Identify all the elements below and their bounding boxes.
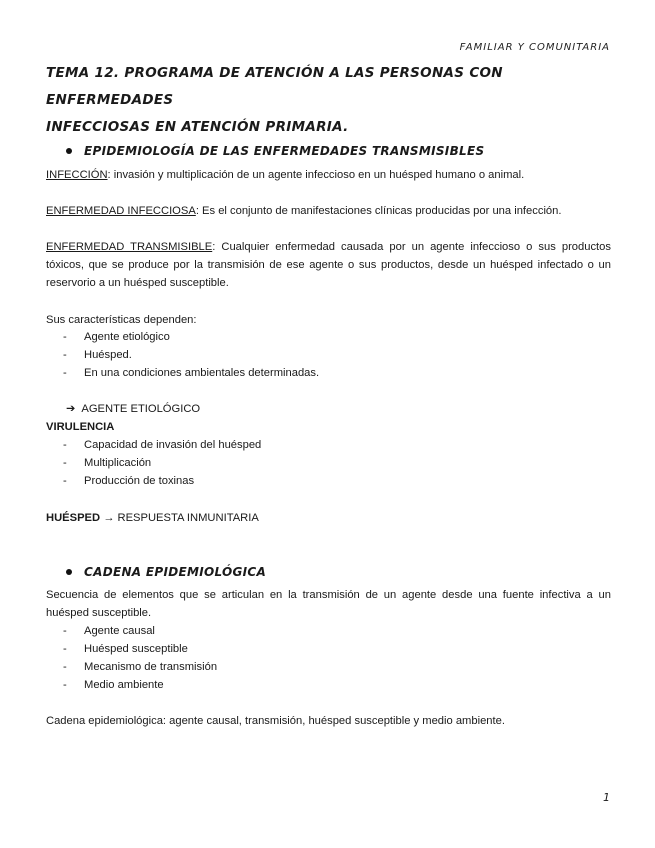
cadena-summary: Cadena epidemiológica: agente causal, transmisión, huésped susceptible y medio ambiente.	[46, 715, 505, 727]
caracteristicas-intro: Sus características dependen:	[46, 314, 197, 326]
arrow-right-icon: ➔	[66, 403, 76, 415]
list-item: - Huésped susceptible	[46, 640, 217, 658]
section-heading-text: CADENA EPIDEMIOLÓGICA	[84, 565, 267, 579]
running-header: FAMILIAR Y COMUNITARIA	[459, 42, 610, 53]
bullet-dot-icon	[66, 569, 72, 575]
huesped-text: RESPUESTA INMUNITARIA	[117, 512, 259, 524]
term-enfermedad-infecciosa: ENFERMEDAD INFECCIOSA	[46, 205, 196, 217]
dash-icon: -	[63, 457, 67, 469]
list-item: - Agente causal	[46, 622, 217, 640]
definition-text: : Cualquier enfermedad causada por un agente infeccioso o sus productos tóxicos, que se produce por la transmisión de ese agente o sus productos, desde un huésped infectado o un reservorio a un huésped susceptible.	[46, 241, 611, 289]
virulencia-label: VIRULENCIA	[46, 421, 115, 433]
definition-enfermedad-transmisible	[46, 238, 611, 292]
huesped-line	[46, 509, 611, 527]
cadena-intro: Secuencia de elementos que se articulan en la transmisión de un agente desde una fuente infectiva a un huésped susceptible.	[46, 589, 611, 619]
list-item: - Mecanismo de transmisión	[46, 658, 217, 676]
definition-enfermedad-infecciosa	[46, 202, 611, 220]
title-line-2: INFECCIOSAS EN ATENCIÓN PRIMARIA.	[46, 119, 349, 135]
list-item: - Agente etiológico	[46, 328, 319, 346]
dash-icon: -	[63, 349, 67, 361]
bullet-dot-icon	[66, 148, 72, 154]
dash-icon: -	[63, 679, 67, 691]
term-enfermedad-transmisible: ENFERMEDAD TRANSMISIBLE	[46, 241, 213, 253]
dash-icon: -	[63, 331, 67, 343]
list-item: - Producción de toxinas	[46, 472, 261, 490]
list-item: - Medio ambiente	[46, 676, 217, 694]
section-heading-epidemiologia	[66, 142, 484, 160]
section-heading-text: EPIDEMIOLOGÍA DE LAS ENFERMEDADES TRANSMISIBLES	[84, 144, 485, 158]
definition-infeccion	[46, 166, 611, 184]
dash-icon: -	[63, 367, 67, 379]
page-title	[46, 60, 611, 141]
section-heading-cadena	[66, 563, 266, 581]
huesped-label: HUÉSPED	[46, 512, 101, 524]
caracteristicas-list	[46, 328, 319, 382]
dash-icon: -	[63, 439, 67, 451]
definition-text: : invasión y multiplicación de un agente infeccioso en un huésped humano o animal.	[107, 169, 525, 181]
arrow-icon: →	[103, 512, 115, 524]
definition-text: : Es el conjunto de manifestaciones clínicas producidas por una infección.	[195, 205, 562, 217]
list-item: - En una condiciones ambientales determinadas.	[46, 364, 319, 382]
page-number: 1	[603, 791, 610, 804]
list-item: - Capacidad de invasión del huésped	[46, 436, 261, 454]
list-item: - Multiplicación	[46, 454, 261, 472]
dash-icon: -	[63, 661, 67, 673]
dash-icon: -	[63, 475, 67, 487]
dash-icon: -	[63, 625, 67, 637]
dash-icon: -	[63, 643, 67, 655]
virulencia-list	[46, 436, 261, 490]
term-infeccion: INFECCIÓN	[46, 169, 108, 181]
cadena-list	[46, 622, 217, 694]
agente-etiologico-heading: ➔ AGENTE ETIOLÓGICO	[66, 403, 201, 415]
list-item: - Huésped.	[46, 346, 319, 364]
title-line-1: TEMA 12. PROGRAMA DE ATENCIÓN A LAS PERSONAS CON ENFERMEDADES	[46, 65, 503, 108]
